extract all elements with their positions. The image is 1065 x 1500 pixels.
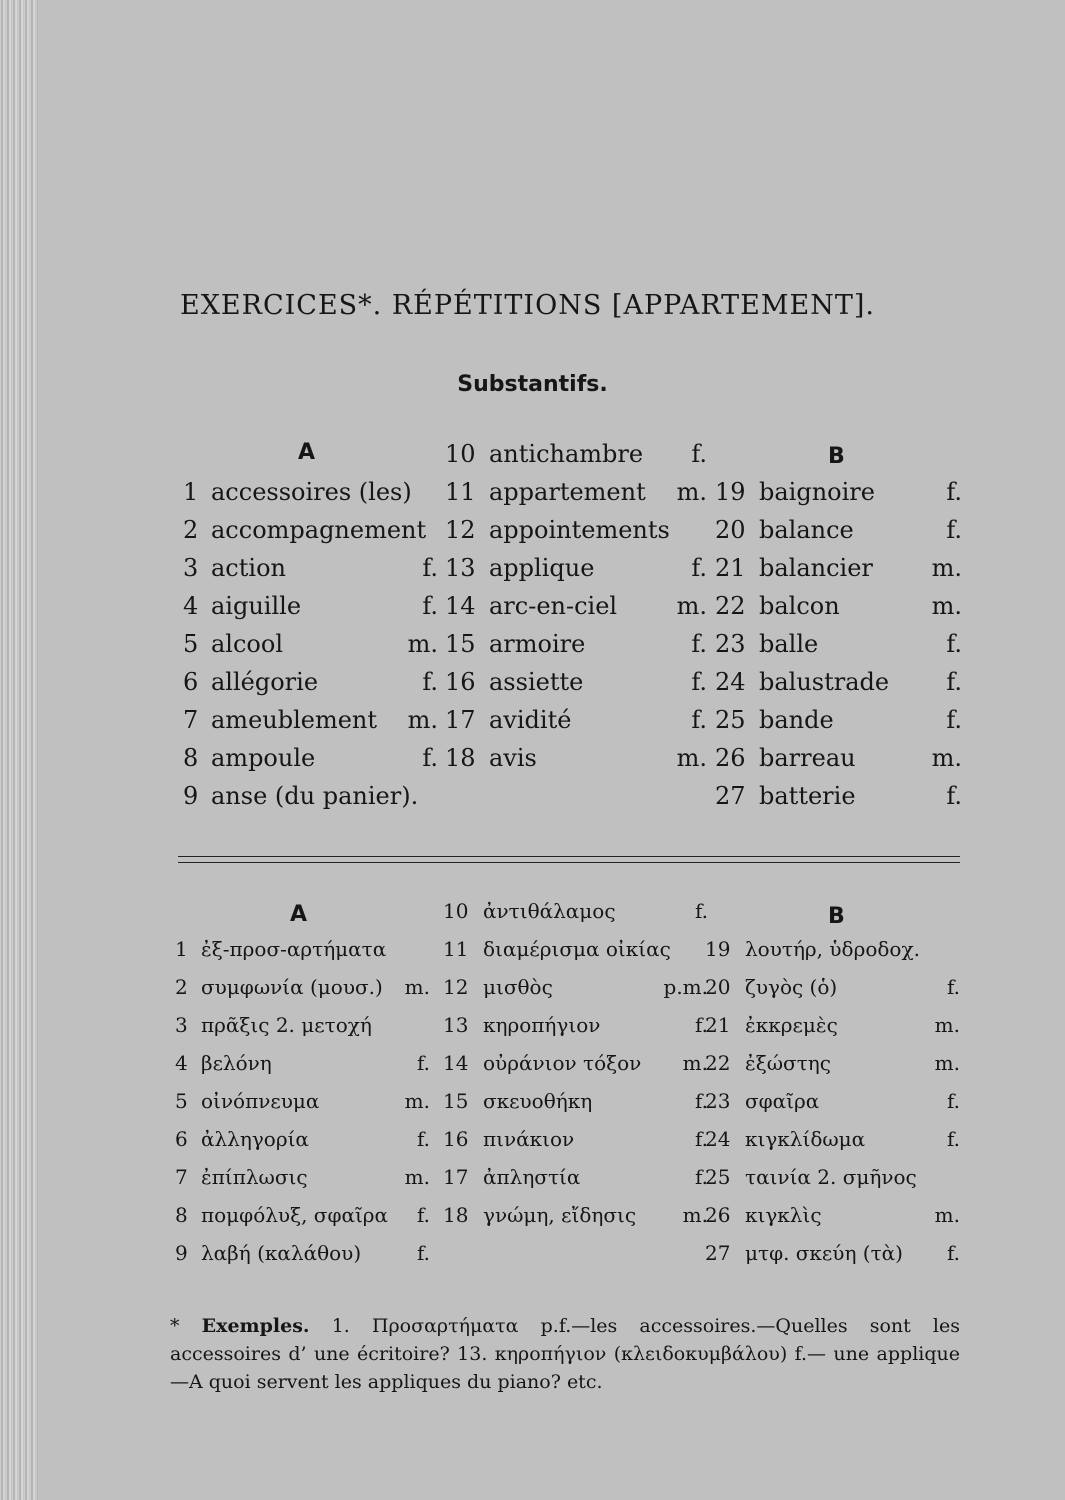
entry-gender: f. [416, 1127, 430, 1151]
entry-number: 5 [183, 630, 199, 658]
entry-number: 2 [175, 975, 188, 999]
entry-word: bande [759, 706, 834, 734]
vocab-entry [705, 970, 960, 1004]
entry-gender: f. [694, 1165, 708, 1189]
vocab-entry [443, 1198, 708, 1232]
entry-word: πινάκιον [483, 1127, 575, 1151]
vocab-entry [443, 1046, 708, 1080]
entry-word: κιγκλίδωμα [745, 1127, 866, 1151]
entry-gender: f. [946, 630, 962, 658]
entry-number: 14 [445, 592, 476, 620]
entry-gender: m. [404, 975, 430, 999]
vocab-entry [175, 1084, 430, 1118]
entry-word: οὐράνιον τόξον [483, 1051, 642, 1075]
entry-gender: f. [691, 668, 707, 696]
entry-gender: m. [934, 1203, 960, 1227]
vocab-entry [705, 1160, 960, 1194]
entry-number: 20 [705, 975, 731, 999]
entry-word: action [211, 554, 286, 582]
entry-word: avis [489, 744, 537, 772]
entry-word: γνώμη, εἴδησις [483, 1203, 637, 1227]
entry-gender: m. [404, 1165, 430, 1189]
entry-word: ἐξ-προσ-αρτήματα [201, 937, 387, 961]
entry-word: barreau [759, 744, 856, 772]
entry-word: applique [489, 554, 595, 582]
vocab-entry [445, 513, 707, 547]
entry-word: appartement [489, 478, 646, 506]
entry-word: συμφωνία (μουσ.) [201, 975, 383, 999]
footnote-lead: Exemples. [201, 1315, 310, 1337]
vocab-entry [445, 437, 707, 471]
vocab-entry [443, 1084, 708, 1118]
vocab-entry [445, 665, 707, 699]
vocab-entry [175, 1160, 430, 1194]
entry-word: balustrade [759, 668, 890, 696]
entry-gender: f. [694, 1013, 708, 1037]
entry-word: balcon [759, 592, 840, 620]
entry-number: 24 [715, 668, 746, 696]
entry-word: arc-en-ciel [489, 592, 618, 620]
vocab-entry [715, 513, 962, 547]
entry-gender: f. [416, 1203, 430, 1227]
vocab-entry [443, 1008, 708, 1042]
entry-number: 20 [715, 516, 746, 544]
entry-word: πομφόλυξ, σφαῖρα [201, 1203, 389, 1227]
vocab-entry [183, 779, 438, 813]
vocab-entry [715, 779, 962, 813]
entry-word: aiguille [211, 592, 302, 620]
entry-gender: f. [416, 1051, 430, 1075]
entry-number: 11 [445, 478, 476, 506]
greek-header-b: B [828, 904, 845, 929]
entry-gender: f. [691, 630, 707, 658]
vocab-entry [715, 589, 962, 623]
french-header-b: B [828, 444, 845, 469]
entry-number: 7 [175, 1165, 188, 1189]
entry-word: ἐπίπλωσις [201, 1165, 308, 1189]
entry-number: 9 [175, 1241, 188, 1265]
entry-word: ampoule [211, 744, 316, 772]
entry-number: 10 [445, 440, 476, 468]
vocab-entry [445, 475, 707, 509]
vocab-entry [445, 589, 707, 623]
entry-number: 14 [443, 1051, 469, 1075]
greek-header-a: A [290, 902, 308, 927]
vocab-entry [183, 627, 438, 661]
entry-gender: f. [422, 592, 438, 620]
entry-gender: f. [691, 706, 707, 734]
vocab-entry [715, 551, 962, 585]
entry-word: κηροπήγιον [483, 1013, 601, 1037]
entry-number: 6 [183, 668, 199, 696]
entry-word: ἐκκρεμὲς [745, 1013, 838, 1037]
entry-number: 10 [443, 899, 469, 923]
vocab-entry [175, 1008, 430, 1042]
vocab-entry [183, 551, 438, 585]
entry-gender: f. [691, 440, 707, 468]
entry-number: 22 [705, 1051, 731, 1075]
entry-gender: f. [416, 1241, 430, 1265]
entry-word: κιγκλὶς [745, 1203, 822, 1227]
entry-number: 19 [705, 937, 731, 961]
entry-gender: f. [946, 668, 962, 696]
entry-gender: m. [931, 592, 962, 620]
entry-number: 12 [445, 516, 476, 544]
entry-word: balle [759, 630, 819, 658]
entry-word: λαβή (καλάθου) [201, 1241, 362, 1265]
entry-number: 4 [183, 592, 199, 620]
entry-number: 13 [445, 554, 476, 582]
page-title: EXERCICES*. RÉPÉTITIONS [APPARTEMENT]. [180, 290, 875, 321]
vocab-entry [175, 1198, 430, 1232]
entry-gender: f. [694, 899, 708, 923]
entry-gender: m. [934, 1013, 960, 1037]
entry-number: 8 [183, 744, 199, 772]
entry-gender: m. [404, 1089, 430, 1113]
entry-number: 21 [715, 554, 746, 582]
entry-number: 26 [705, 1203, 731, 1227]
entry-word: alcool [211, 630, 283, 658]
vocab-entry [715, 703, 962, 737]
entry-word: οἰνόπνευμα [201, 1089, 320, 1113]
entry-number: 13 [443, 1013, 469, 1037]
vocab-entry [705, 1236, 960, 1270]
entry-word: accessoires (les) [211, 478, 412, 506]
entry-number: 26 [715, 744, 746, 772]
entry-number: 9 [183, 782, 199, 810]
entry-word: batterie [759, 782, 856, 810]
entry-word: βελόνη [201, 1051, 272, 1075]
vocab-entry [183, 665, 438, 699]
entry-number: 17 [443, 1165, 469, 1189]
vocab-entry [715, 475, 962, 509]
entry-word: ἀλληγορία [201, 1127, 309, 1151]
vocab-entry [183, 703, 438, 737]
entry-word: μτφ. σκεύη (τὰ) [745, 1241, 903, 1265]
vocab-entry [445, 703, 707, 737]
entry-number: 23 [715, 630, 746, 658]
vocab-entry [705, 1084, 960, 1118]
vocab-entry [443, 1122, 708, 1156]
entry-gender: f. [691, 554, 707, 582]
footnote-text: 1. Προσαρτήματα p.f.—les accessoires.—Quelles sont les accessoires d’ une écritoire? 13. κηροπήγιον (κλειδοκυμβάλου) f.— une applique—A quoi servent les appliques du piano? etc. [170, 1315, 961, 1393]
entry-word: ζυγὸς (ὁ) [745, 975, 838, 999]
section-subtitle: Substantifs. [457, 372, 608, 397]
entry-number: 17 [445, 706, 476, 734]
vocab-entry [183, 589, 438, 623]
entry-gender: f. [946, 516, 962, 544]
vocab-entry [443, 894, 708, 928]
entry-number: 6 [175, 1127, 188, 1151]
entry-number: 15 [445, 630, 476, 658]
entry-number: 15 [443, 1089, 469, 1113]
entry-number: 23 [705, 1089, 731, 1113]
entry-number: 16 [445, 668, 476, 696]
vocab-entry [445, 551, 707, 585]
vocab-entry [445, 627, 707, 661]
entry-gender: m. [931, 744, 962, 772]
entry-word: antichambre [489, 440, 644, 468]
entry-gender: f. [694, 1089, 708, 1113]
vocab-entry [443, 932, 708, 966]
entry-number: 4 [175, 1051, 188, 1075]
vocab-entry [175, 1046, 430, 1080]
vocab-entry [175, 970, 430, 1004]
vocab-entry [445, 741, 707, 775]
entry-word: appointements [489, 516, 670, 544]
entry-number: 27 [715, 782, 746, 810]
entry-word: balance [759, 516, 854, 544]
entry-number: 16 [443, 1127, 469, 1151]
entry-number: 18 [445, 744, 476, 772]
entry-word: λουτήρ, ὑδροδοχ. [745, 937, 920, 961]
entry-word: anse (du panier). [211, 782, 419, 810]
entry-gender: f. [422, 554, 438, 582]
vocab-entry [705, 1122, 960, 1156]
vocab-entry [175, 1122, 430, 1156]
vocab-entry [183, 741, 438, 775]
entry-word: ἀντιθάλαμος [483, 899, 616, 923]
entry-number: 25 [705, 1165, 731, 1189]
vocab-entry [443, 970, 708, 1004]
entry-gender: f. [946, 706, 962, 734]
entry-word: πρᾶξις 2. μετοχή [201, 1013, 372, 1037]
entry-word: assiette [489, 668, 584, 696]
entry-gender: m. [676, 744, 707, 772]
entry-number: 5 [175, 1089, 188, 1113]
entry-gender: f. [946, 1089, 960, 1113]
entry-gender: f. [946, 1241, 960, 1265]
entry-gender: f. [946, 478, 962, 506]
entry-word: σκευοθήκη [483, 1089, 593, 1113]
entry-word: ταινία 2. σμῆνος [745, 1165, 917, 1189]
entry-number: 27 [705, 1241, 731, 1265]
entry-word: baignoire [759, 478, 875, 506]
vocab-entry [175, 932, 430, 966]
vocab-entry [183, 475, 438, 509]
book-page-edge [0, 0, 38, 1500]
entry-gender: f. [694, 1127, 708, 1151]
entry-number: 1 [175, 937, 188, 961]
entry-number: 22 [715, 592, 746, 620]
entry-word: διαμέρισμα οἰκίας [483, 937, 671, 961]
entry-number: 8 [175, 1203, 188, 1227]
entry-gender: m. [676, 592, 707, 620]
entry-number: 3 [183, 554, 199, 582]
entry-number: 3 [175, 1013, 188, 1037]
entry-word: armoire [489, 630, 586, 658]
entry-number: 19 [715, 478, 746, 506]
vocab-entry [443, 1160, 708, 1194]
entry-word: balancier [759, 554, 873, 582]
entry-gender: f. [946, 1127, 960, 1151]
entry-number: 18 [443, 1203, 469, 1227]
vocab-entry [705, 1008, 960, 1042]
vocab-entry [705, 1046, 960, 1080]
entry-number: 25 [715, 706, 746, 734]
entry-word: σφαῖρα [745, 1089, 820, 1113]
entry-word: ἀπληστία [483, 1165, 581, 1189]
entry-number: 2 [183, 516, 199, 544]
entry-gender: m. [934, 1051, 960, 1075]
entry-number: 7 [183, 706, 199, 734]
entry-number: 11 [443, 937, 469, 961]
footnote-star: * [170, 1315, 180, 1337]
entry-word: allégorie [211, 668, 319, 696]
entry-word: avidité [489, 706, 572, 734]
vocab-entry [705, 932, 960, 966]
entry-gender: m. [407, 706, 438, 734]
entry-number: 21 [705, 1013, 731, 1037]
entry-gender: f. [422, 744, 438, 772]
entry-gender: m. [682, 1203, 708, 1227]
entry-number: 12 [443, 975, 469, 999]
vocab-entry [715, 627, 962, 661]
entry-gender: m. [407, 630, 438, 658]
entry-gender: f. [946, 975, 960, 999]
entry-number: 24 [705, 1127, 731, 1151]
entry-number: 1 [183, 478, 199, 506]
vocab-entry [183, 513, 438, 547]
entry-gender: m. [676, 478, 707, 506]
entry-gender: f. [422, 668, 438, 696]
footnote [170, 1312, 960, 1396]
divider-rule-top [178, 856, 960, 857]
entry-gender: m. [682, 1051, 708, 1075]
vocab-entry [715, 665, 962, 699]
entry-gender: f. [946, 782, 962, 810]
vocab-entry [715, 741, 962, 775]
entry-word: μισθὸς [483, 975, 553, 999]
entry-gender: m. [931, 554, 962, 582]
entry-word: accompagnement [211, 516, 427, 544]
french-header-a: A [298, 440, 316, 465]
entry-gender: p.m. [663, 975, 708, 999]
vocab-entry [175, 1236, 430, 1270]
entry-word: ameublement [211, 706, 378, 734]
entry-word: ἐξώστης [745, 1051, 831, 1075]
divider-rule-bottom [178, 862, 960, 863]
vocab-entry [705, 1198, 960, 1232]
